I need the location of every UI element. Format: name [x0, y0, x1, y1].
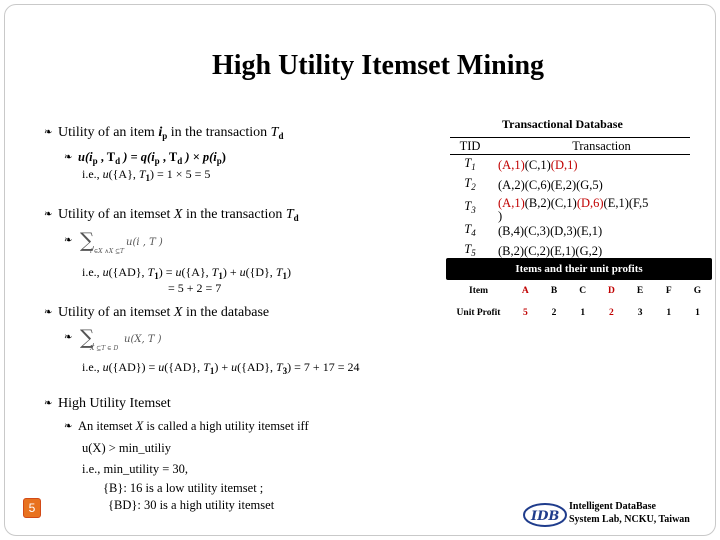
slide-title: High Utility Itemset Mining	[211, 50, 545, 81]
item-quantity: (C,1)	[524, 158, 551, 172]
bullet-high-utility-itemset: ❧ High Utility Itemset	[44, 396, 171, 411]
table-header-row	[450, 138, 690, 155]
table-header-transaction: Transaction	[490, 138, 690, 155]
highlighted-item: (D,6)	[576, 196, 604, 210]
bullet-database-utility: ❧ Utility of an itemset X in the database	[44, 305, 270, 320]
highlighted-item: (A,1)	[498, 158, 525, 172]
low-utility-example: {B}: 16 is a low utility itemset ;	[103, 481, 264, 495]
item-quantity: (B,2)(C,1)	[524, 196, 577, 210]
profit-table-row	[446, 280, 712, 302]
sum-formula-transaction	[80, 228, 200, 256]
profit-cell: 2	[609, 308, 614, 318]
transaction-cell	[490, 221, 690, 241]
profit-cell: E	[636, 286, 644, 296]
bullet-itemset-utility: ❧ Utility of an itemset X in the transaction $T_d$	[44, 207, 299, 223]
table-row	[450, 221, 690, 241]
profit-cell: 1	[580, 308, 586, 318]
database-utility-formula	[64, 330, 78, 345]
high-utility-condition: u(X) > min_utiliy	[82, 441, 171, 455]
item-quantity: (B,4)(C,3)(D,3)(E,1)	[498, 224, 603, 238]
bullet-icon: ❧	[64, 152, 73, 163]
profit-cell: 3	[637, 308, 643, 318]
high-utility-example: i.e., min_utility = 30,	[82, 462, 189, 476]
bullet-icon: ❧	[44, 398, 53, 409]
profit-cell: 1	[666, 308, 672, 318]
profit-row-label: Item	[469, 286, 488, 296]
tid-cell: $T_3$	[464, 199, 476, 215]
profit-cell: 5	[522, 308, 528, 318]
lab-name-line1: Intelligent DataBase	[569, 501, 656, 512]
profit-cell: 2	[551, 308, 557, 318]
item-utility-example: i.e., u({A}, $T_1) = 1 \times 5 = 5$	[82, 167, 211, 183]
table-header-tid: TID	[450, 138, 490, 155]
profit-cell: A	[521, 286, 529, 296]
sum-formula-database	[80, 326, 220, 354]
tid-cell: $T_4$	[464, 222, 476, 238]
svg-text:i ∈X ∧X ⊆T: i ∈X ∧X ⊆T	[90, 248, 125, 255]
bullet-icon: ❧	[64, 235, 73, 246]
svg-text:u(i , T ): u(i , T )	[126, 237, 163, 248]
bullet-item-utility: ❧ Utility of an item $i_p$ in the transaction $T_d$	[44, 125, 284, 141]
bullet-icon: ❧	[64, 332, 73, 343]
database-utility-example: i.e., u({AD}) = u({AD}, $T_1) + u(\{AD\}$, $T_3) = 7 + 17 = 24$	[82, 360, 360, 376]
profit-cell: G	[693, 286, 702, 296]
tid-cell: $T_2$	[464, 176, 476, 192]
itemset-utility-example: i.e., u({AD}, $T_1) = u(\{A\}$, $T_1) + u(\{D\}$, $T_1$)	[82, 265, 291, 281]
bullet-icon: ❧	[44, 209, 53, 220]
item-quantity: (E,1)(F,5	[603, 196, 649, 210]
lab-logo-icon	[523, 502, 567, 528]
tid-cell: $T_5$	[450, 241, 490, 262]
lab-name-line2: System Lab, NCKU, Taiwan	[569, 514, 690, 525]
profit-table-caption: Items and their unit profits	[446, 258, 712, 280]
transaction-cell	[490, 155, 690, 176]
transaction-cell	[490, 175, 690, 195]
svg-text:∑: ∑	[80, 326, 95, 349]
item-quantity: (B,2)(C,2)(E,1)(G,2)	[498, 244, 603, 258]
itemset-utility-formula	[64, 233, 78, 248]
transactional-db-caption: Transactional Database	[502, 117, 623, 131]
highlighted-item: (D,1)	[550, 158, 578, 172]
itemset-utility-example-result: = 5 + 2 = 7	[168, 281, 222, 295]
tid-cell: $T_1$	[464, 156, 476, 172]
bullet-icon: ❧	[44, 127, 53, 138]
svg-text:∑: ∑	[80, 228, 95, 252]
table-row	[450, 175, 690, 195]
profit-cell: 1	[695, 308, 700, 318]
profit-row-label: Unit Profit	[456, 308, 501, 318]
profit-table-row	[446, 302, 712, 324]
svg-text:X ⊆T ∈ D: X ⊆T ∈ D	[90, 345, 119, 352]
svg-text:u(X, T ): u(X, T )	[124, 334, 162, 345]
item-utility-definition: ❧ $u(i_p$ , $T_d$ ) = $q(i_p$ , $T_d$ ) × $p(i_p)$	[64, 150, 226, 166]
page-number: 5	[23, 498, 41, 518]
profit-table	[446, 280, 712, 324]
item-quantity: (A,2)(C,6)(E,2)(G,5)	[498, 178, 603, 192]
high-utility-definition: ❧ An itemset X is called a high utility itemset iff	[64, 419, 309, 433]
table-row	[450, 195, 690, 221]
bullet-icon: ❧	[44, 307, 53, 318]
table-row	[450, 155, 690, 176]
transactional-db-table	[450, 137, 690, 262]
transaction-cell	[490, 195, 690, 221]
highlighted-item: (A,1)	[498, 196, 525, 210]
profit-cell: B	[550, 286, 558, 296]
profit-cell: C	[579, 286, 587, 296]
lab-name	[569, 500, 690, 526]
svg-text:IDB: IDB	[531, 509, 560, 524]
profit-cell: F	[665, 286, 672, 296]
high-utility-example-bd: {BD}: 30 is a high utility itemset	[108, 498, 275, 512]
bullet-icon: ❧	[64, 421, 73, 432]
transaction-overflow: )	[498, 209, 503, 223]
profit-cell: D	[607, 286, 615, 296]
